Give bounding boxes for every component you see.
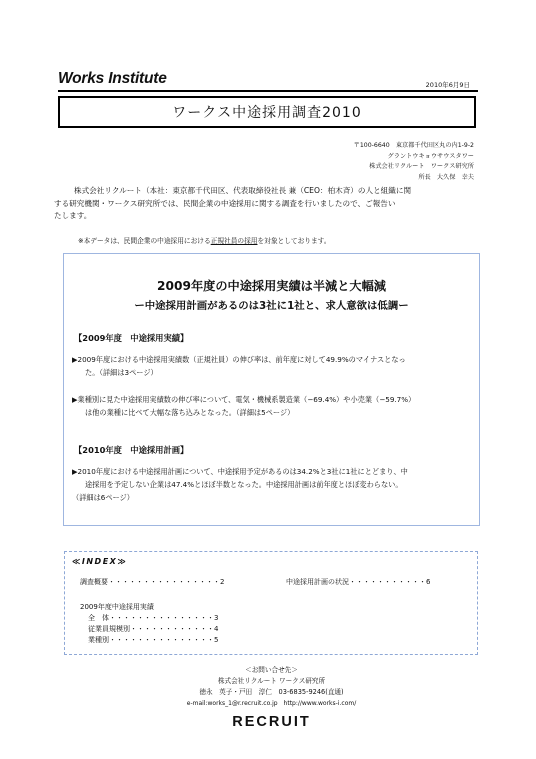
document-title: ワークス中途採用調査2010: [58, 96, 476, 128]
contact-heading: ＜お問い合せ先＞: [245, 666, 298, 674]
intro-line-3: たします。: [54, 211, 92, 221]
bullet-line: 途採用を予定しない企業は47.4%とほぼ半数となった。中途採用計画は前年度とほぼ変わらない。: [85, 480, 403, 489]
bullet-line: ▶業種別に見た中途採用実績数の伸び率について、電気・機械系製造業（−69.4%）や小売業（−59.7%）: [72, 395, 416, 404]
index-item-overview[interactable]: 調査概要・・・・・・・・・・・・・・・・2: [80, 578, 225, 586]
note-text-underlined: 正規社員の採用: [210, 237, 258, 245]
data-scope-note: [78, 235, 331, 245]
address-line-4: 所長 大久保 幸夫: [418, 173, 474, 181]
release-date: 2010年6月9日: [425, 81, 470, 89]
header-rule: [58, 90, 478, 92]
index-item-by-industry[interactable]: 業種別・・・・・・・・・・・・・・・5: [88, 636, 219, 644]
bullet-line: た。（詳細は3ページ）: [85, 368, 158, 377]
index-item-by-size[interactable]: 従業員規模別・・・・・・・・・・・・4: [88, 625, 219, 633]
works-institute-logo: Works Institute: [58, 70, 167, 87]
note-text-pre: ※本データは、民間企業の中途採用における: [78, 237, 211, 245]
bullet-2010-plan: [72, 465, 472, 504]
index-item-2009-results[interactable]: 2009年度中途採用実績: [80, 603, 154, 611]
bullet-industry-growth: [72, 393, 472, 419]
contact-persons: 徳永 英子・戸田 淳仁 03-6835-9246(直通): [199, 688, 344, 696]
index-title: ≪INDEX≫: [72, 557, 128, 566]
address-block: [354, 141, 474, 183]
note-text-post: を対象としております。: [257, 237, 331, 245]
contact-organization: 株式会社リクルート ワークス研究所: [217, 677, 326, 685]
intro-line-1: 株式会社リクルート（本社：東京都千代田区、代表取締役社長 兼（CEO：柏木斉）の人と組織に関: [74, 186, 412, 195]
address-line-3: 株式会社リクルート ワークス研究所: [369, 163, 474, 170]
bullet-line: ▶2009年度における中途採用実績数（正規社員）の伸び率は、前年度に対して49.9%のマイナスとなっ: [72, 355, 406, 364]
section-heading-2010: 【2010年度 中途採用計画】: [74, 445, 189, 455]
bullet-line: は他の業種に比べて大幅な落ち込みとなった。（詳細は5ページ）: [85, 408, 295, 417]
section-heading-2009: 【2009年度 中途採用実績】: [74, 333, 189, 343]
intro-paragraph: [54, 185, 476, 223]
intro-line-2: する研究機関・ワークス研究所では、民間企業の中途採用に関する調査を行いましたので、ご報告い: [54, 198, 396, 208]
bullet-line: （詳細は6ページ）: [72, 493, 134, 502]
index-item-overall[interactable]: 全 体・・・・・・・・・・・・・・・3: [88, 614, 219, 622]
address-line-1: 〒100-6640 東京都千代田区丸の内1-9-2: [353, 142, 474, 149]
index-item-hiring-plan[interactable]: 中途採用計画の状況・・・・・・・・・・・6: [286, 578, 431, 586]
contact-email-web[interactable]: e-mail:works_1@r.recruit.co.jp http://www.works-i.com/: [186, 700, 357, 707]
summary-headline: 2009年度の中途採用実績は半減と大幅減: [157, 279, 386, 293]
bullet-2009-results: [72, 353, 472, 379]
bullet-line: ▶2010年度における中途採用計画について、中途採用予定があるのは34.2%と3社に1社にとどまり、中: [72, 467, 408, 476]
summary-subheadline: ー中途採用計画があるのは3社に1社と、求人意欲は低調ー: [134, 300, 409, 312]
recruit-logo: RECRUIT: [232, 714, 311, 730]
address-line-2: グラントウキョウサウスタワー: [387, 152, 474, 160]
